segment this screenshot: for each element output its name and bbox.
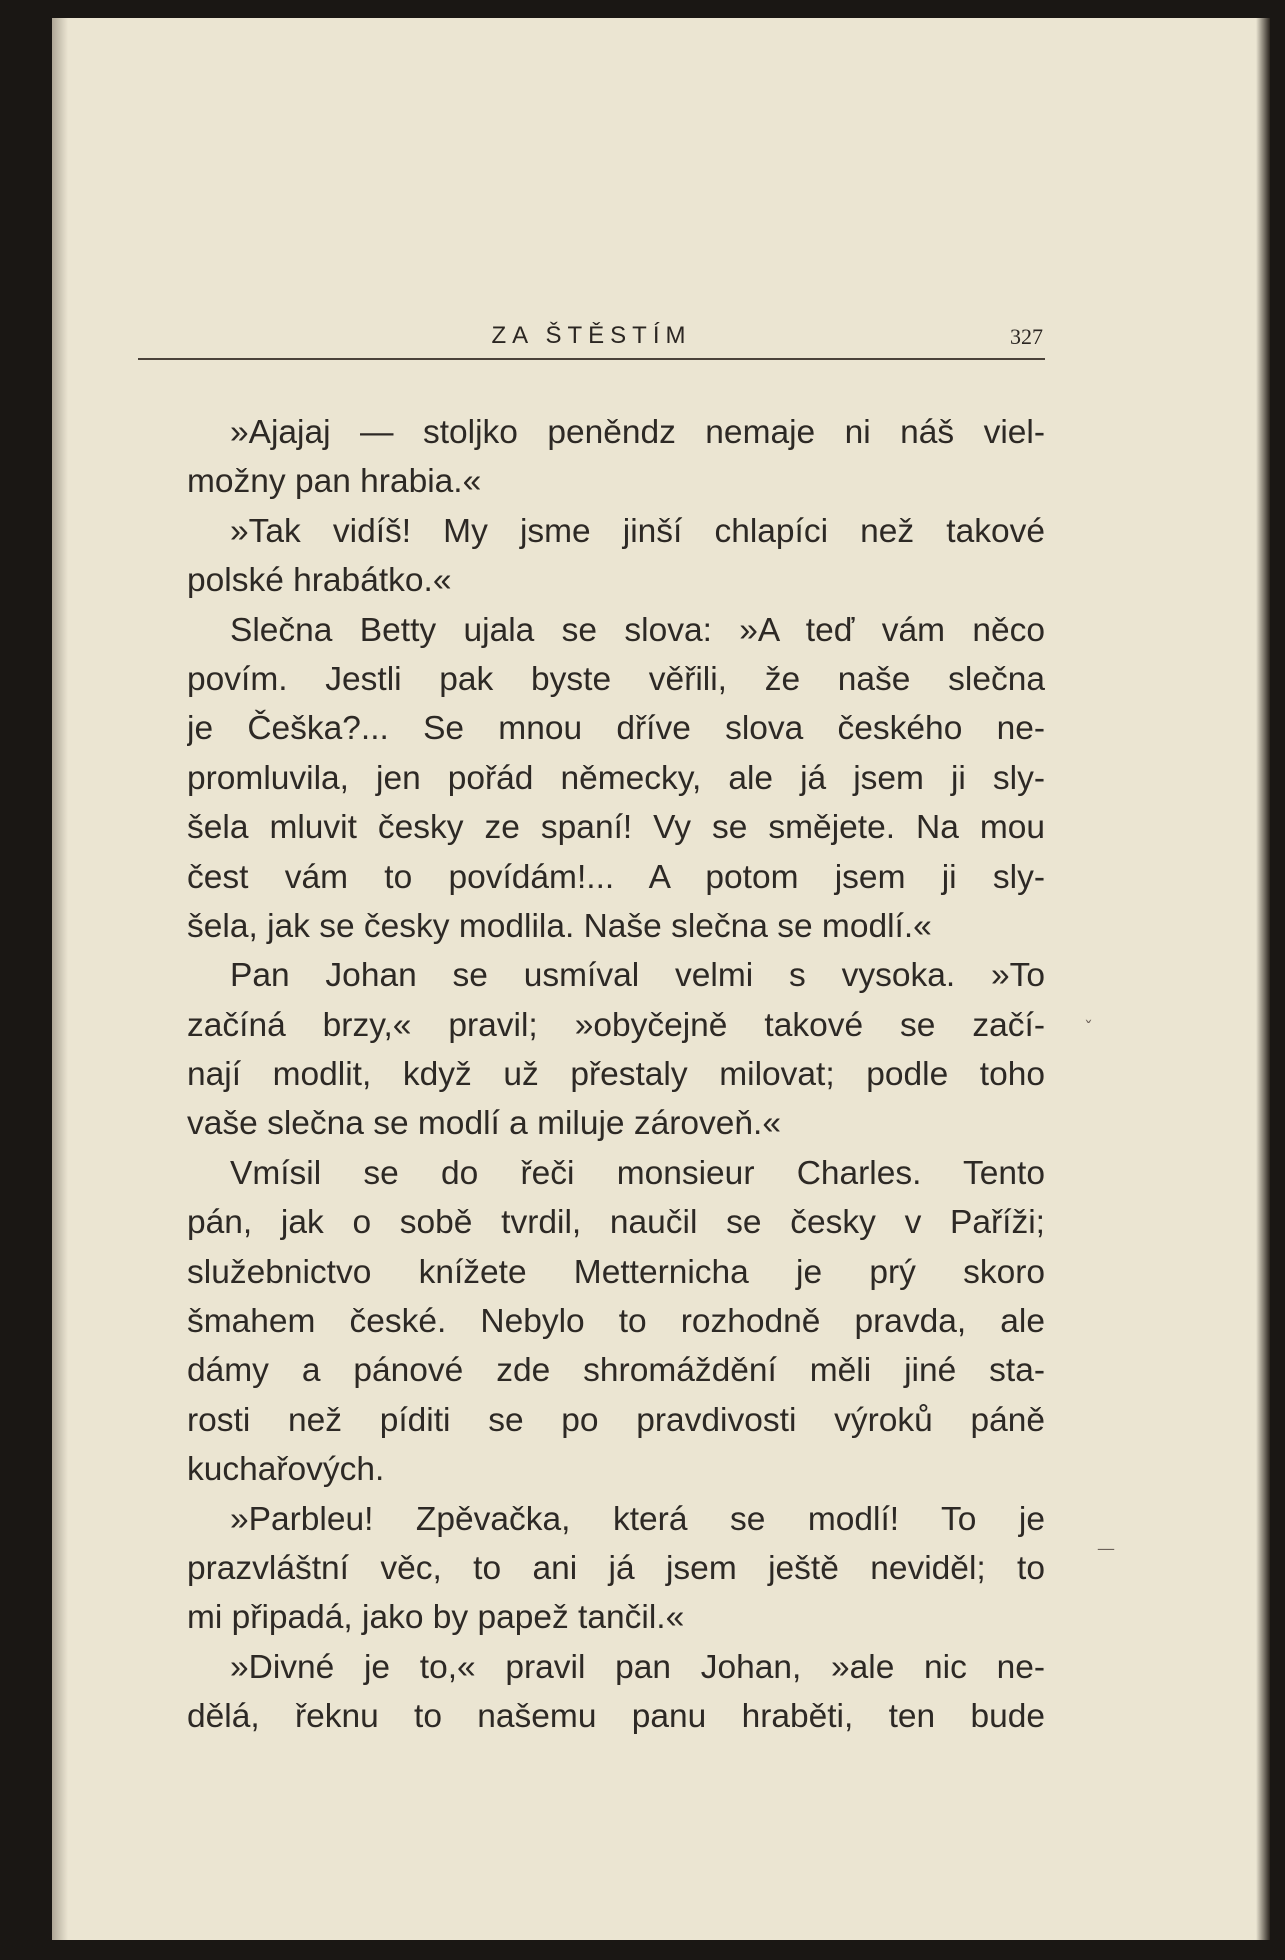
text-line: »Ajajaj — stoljko peněndz nemaje ni náš viel- xyxy=(230,414,1045,451)
book-page xyxy=(52,18,1270,1940)
text-line: polské hrabátko.« xyxy=(187,562,452,600)
text-line: Slečna Betty ujala se slova: »A teď vám něco xyxy=(230,611,1045,649)
text-line: »Divné je to,« pravil pan Johan, »ale nic ne- xyxy=(230,1648,1045,1686)
text-line: povím. Jestli pak byste věřili, že naše slečna xyxy=(187,660,1045,698)
spine-shadow xyxy=(52,18,68,1940)
text-line: kuchařových. xyxy=(187,1451,385,1489)
text-line: nají modlit, když už přestaly milovat; podle toho xyxy=(187,1056,1045,1094)
text-line: je Češka?... Se mnou dříve slova českého ne- xyxy=(187,710,1045,748)
text-line: »Tak vidíš! My jsme jinší chlapíci než takové xyxy=(230,512,1045,550)
margin-mark: ˇ xyxy=(1084,1018,1093,1039)
text-line: prazvláštní věc, to ani já jsem ještě neviděl; to xyxy=(187,1549,1045,1587)
text-line: služebnictvo knížete Metternicha je prý skoro xyxy=(187,1253,1045,1291)
page-number: 327 xyxy=(1010,324,1043,349)
text-line: šela, jak se česky modlila. Naše slečna se modlí.« xyxy=(187,907,932,945)
text-line: dámy a pánové zde shromáždění měli jiné sta- xyxy=(187,1352,1045,1390)
text-line: rosti než píditi se po pravdivosti výroků páně xyxy=(187,1401,1045,1439)
text-line: šela mluvit česky ze spaní! Vy se smějete. Na mou xyxy=(187,809,1045,847)
text-line: »Parbleu! Zpěvačka, která se modlí! To je xyxy=(230,1500,1045,1538)
text-line: začíná brzy,« pravil; »obyčejně takové se začí- xyxy=(187,1006,1045,1044)
text-line: mi připadá, jako by papež tančil.« xyxy=(187,1599,685,1637)
page-header xyxy=(138,304,1045,350)
text-line: čest vám to povídám!... A potom jsem ji sly- xyxy=(187,858,1045,896)
text-line: Vmísil se do řeči monsieur Charles. Tento xyxy=(230,1154,1045,1192)
header-rule xyxy=(138,358,1045,360)
text-line: Pan Johan se usmíval velmi s vysoka. »To xyxy=(230,957,1045,995)
running-title: ZA ŠTĚSTÍM xyxy=(491,322,692,349)
text-line: šmahem české. Nebylo to rozhodně pravda, ale xyxy=(187,1303,1045,1341)
margin-mark: — xyxy=(1097,1538,1115,1559)
body-text xyxy=(187,408,1045,1742)
text-line: promluvila, jen pořád německy, ale já jsem ji sly- xyxy=(187,759,1045,797)
text-line: pán, jak o sobě tvrdil, naučil se česky v Paříži; xyxy=(187,1204,1045,1242)
text-line: vaše slečna se modlí a miluje zároveň.« xyxy=(187,1105,781,1143)
page-edge xyxy=(1256,18,1270,1940)
text-line: možny pan hrabia.« xyxy=(187,463,482,501)
text-line: dělá, řeknu to našemu panu hraběti, ten bude xyxy=(187,1698,1045,1736)
